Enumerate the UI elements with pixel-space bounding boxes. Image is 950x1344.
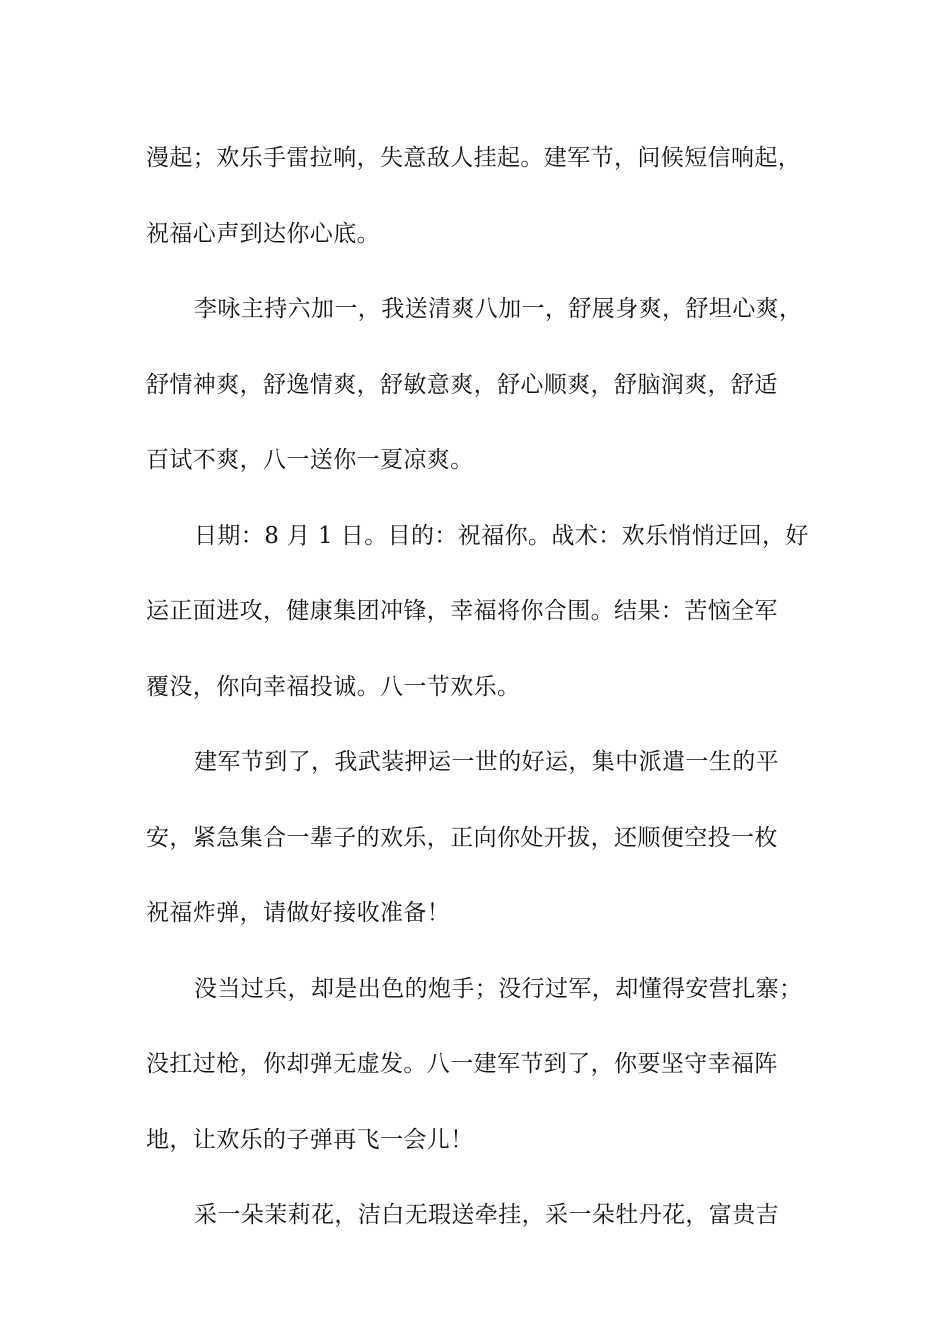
paragraph-start-line: 日期：8 月 1 日。目的：祝福你。战术：欢乐悄悄迂回，好: [194, 522, 809, 549]
text-line: 地，让欢乐的子弹再飞一会儿！: [146, 1126, 474, 1153]
text-line: 舒情神爽，舒逸情爽，舒敏意爽，舒心顺爽，舒脑润爽，舒适: [146, 371, 778, 398]
text-line: 运正面进攻，健康集团冲锋，幸福将你合围。结果：苦恼全军: [146, 598, 778, 624]
text-line: 覆没，你向幸福投诚。八一节欢乐。: [146, 673, 521, 700]
text-line: 百试不爽，八一送你一夏凉爽。: [146, 447, 474, 473]
paragraph-start-line: 建军节到了，我武装押运一世的好运，集中派遣一生的平: [194, 749, 779, 775]
text-line: 祝福炸弹，请做好接收准备！: [146, 900, 451, 926]
paragraph-start-line: 没当过兵，却是出色的炮手；没行过军，却懂得安营扎寨；: [194, 975, 803, 1002]
text-line: 没扛过枪，你却弹无虚发。八一建军节到了，你要坚守幸福阵: [146, 1051, 778, 1077]
document-body: [146, 121, 826, 1254]
text-line: 祝福心声到达你心底。: [146, 220, 380, 247]
paragraph-start-line: 采一朵茉莉花，洁白无瑕送牵挂，采一朵牡丹花，富贵吉: [194, 1202, 779, 1228]
text-line: 安，紧急集合一辈子的欢乐，正向你处开拔，还顺便空投一枚: [146, 824, 778, 851]
text-line: 漫起；欢乐手雷拉响，失意敌人挂起。建军节，问候短信响起，: [146, 145, 802, 171]
paragraph-start-line: 李咏主持六加一，我送清爽八加一，舒展身爽，舒坦心爽，: [194, 296, 803, 322]
